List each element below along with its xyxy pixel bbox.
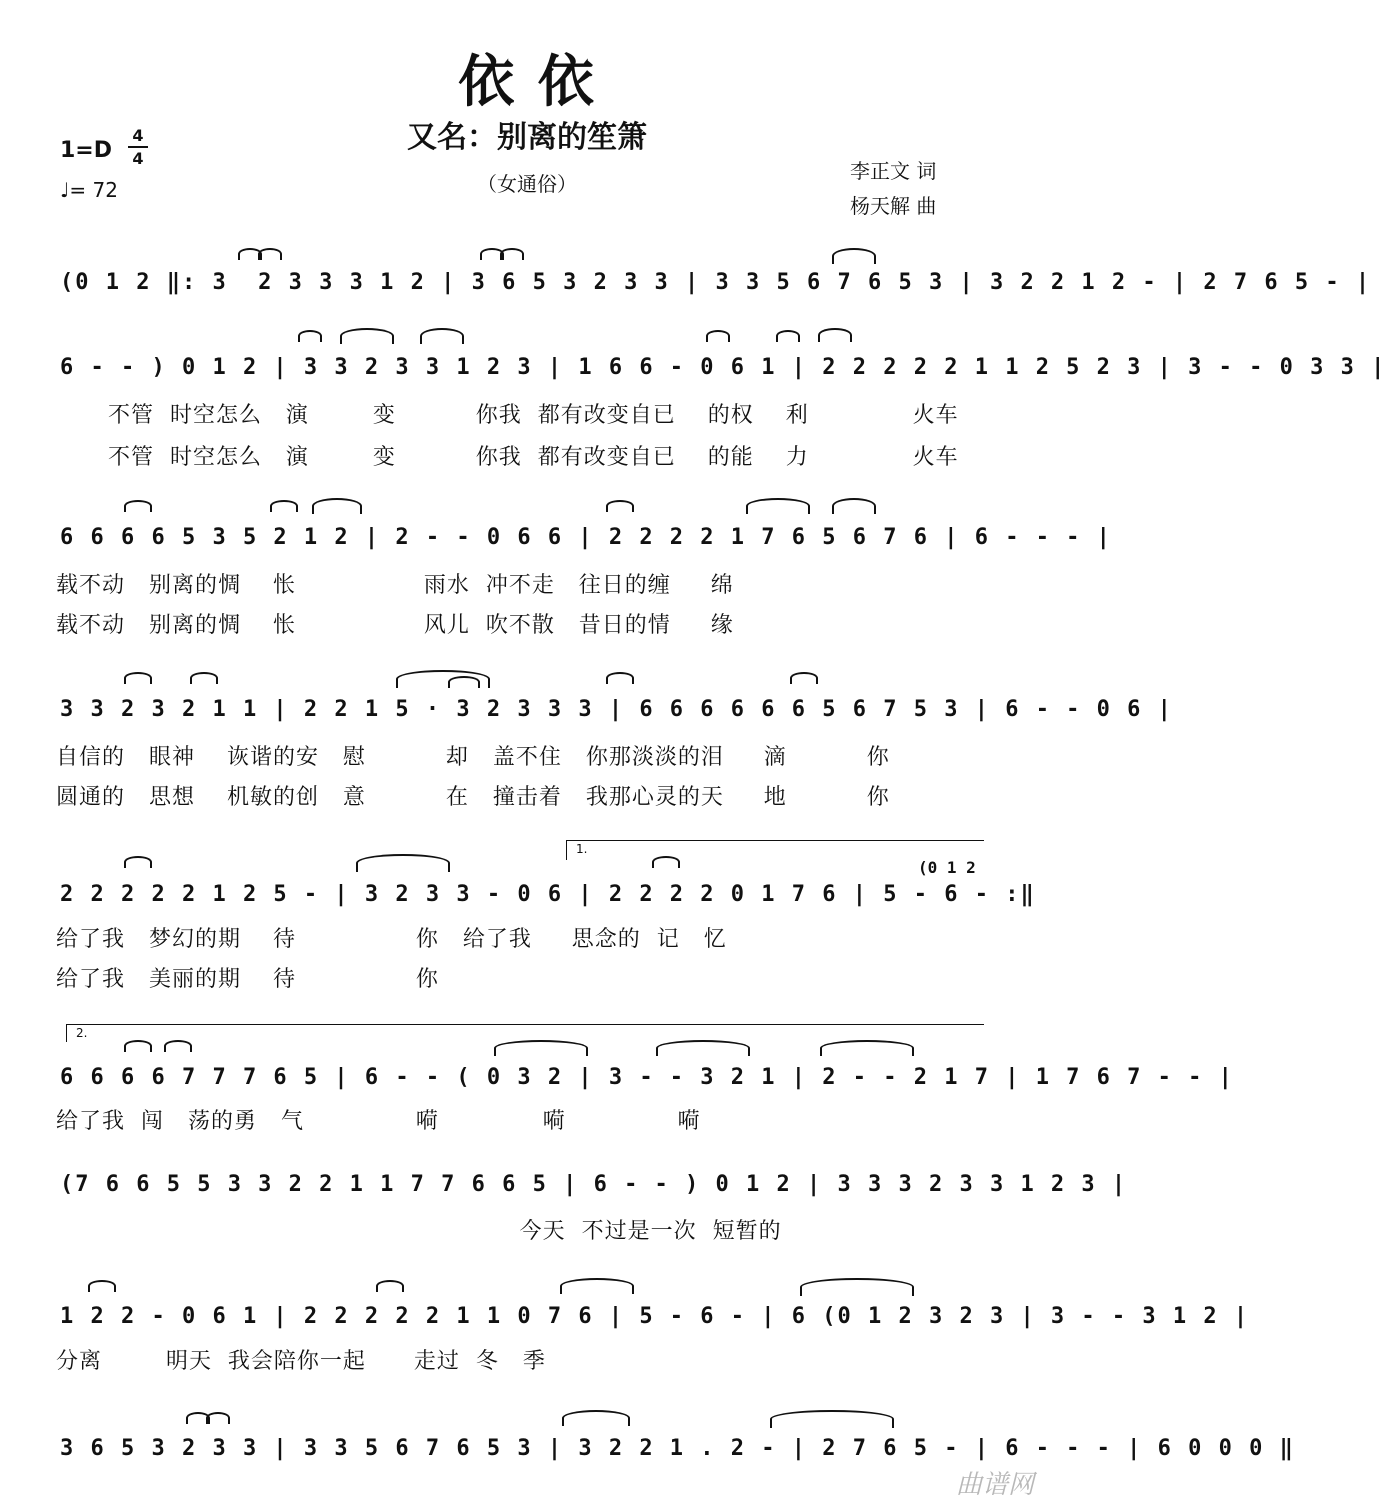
system-7-notes: (7 6 6 5 5 3 3 2 2 1 1 7 7 6 6 5 | 6 - - ) 0 1 2 | 3 3 3 2 3 3 1 2 3 | bbox=[60, 1172, 1128, 1197]
slur-arc bbox=[340, 328, 394, 344]
tie-arc bbox=[88, 1280, 116, 1292]
system-3-lyrics-verse-2: 载不动 别离的惆 怅 风儿 吹不散 昔日的情 缘 bbox=[56, 613, 734, 638]
slur-arc bbox=[562, 1410, 630, 1426]
tie-arc bbox=[124, 1040, 152, 1052]
system-2-lyrics-verse-1: 不管 时空怎么 演 变 你我 都有改变自已 的权 利 火车 bbox=[60, 403, 959, 428]
system-8-notes: 1 2 2 - 0 6 1 | 2 2 2 2 2 1 1 0 7 6 | 5 - 6 - | 6 (0 1 2 3 2 3 | 3 - - 3 1 2 | bbox=[60, 1304, 1250, 1329]
composer-credit: 杨天解 曲 bbox=[850, 194, 937, 218]
system-3-notes: 6 6 6 6 5 3 5 2 1 2 | 2 - - 0 6 6 | 2 2 2 2 1 7 6 5 6 7 6 | 6 - - - | bbox=[60, 525, 1112, 550]
system-2-notes: 6 - - ) 0 1 2 | 3 3 2 3 3 1 2 3 | 1 6 6 - 0 6 1 | 2 2 2 2 2 1 1 2 5 2 3 | 3 - - 0 3 3 | bbox=[60, 355, 1386, 380]
slur-arc bbox=[356, 854, 450, 872]
meter-bottom: 4 bbox=[132, 149, 144, 168]
system-2-lyrics-verse-2: 不管 时空怎么 演 变 你我 都有改变自已 的能 力 火车 bbox=[60, 445, 959, 470]
slur-arc bbox=[832, 248, 876, 264]
watermark-logo: 曲谱网 bbox=[955, 1470, 1034, 1500]
tie-arc bbox=[206, 1412, 230, 1424]
system-7-lyrics: 今天 不过是一次 短暂的 bbox=[56, 1219, 782, 1244]
system-5-notes: 2 2 2 2 2 1 2 5 - | 3 2 3 3 - 0 6 | 2 2 2 2 0 1 7 6 | 5 - 6 - :‖ bbox=[60, 882, 1036, 907]
slur-arc bbox=[818, 328, 852, 342]
tie-arc bbox=[124, 500, 152, 512]
first-ending-bracket bbox=[566, 840, 984, 841]
system-4-lyrics-verse-2: 圆通的 思想 机敏的创 意 在 撞击着 我那心灵的天 地 你 bbox=[56, 785, 890, 810]
tie-arc bbox=[500, 248, 524, 260]
system-3-lyrics-verse-1: 载不动 别离的惆 怅 雨水 冲不走 往日的缠 绵 bbox=[56, 573, 734, 598]
system-4-notes: 3 3 2 3 2 1 1 | 2 2 1 5 · 3 2 3 3 3 | 6 6 6 6 6 6 5 6 7 5 3 | 6 - - 0 6 | bbox=[60, 697, 1173, 722]
slur-arc bbox=[494, 1040, 588, 1056]
meter-top: 4 bbox=[132, 126, 144, 145]
slur-arc bbox=[312, 498, 362, 514]
tie-arc bbox=[190, 672, 218, 684]
tie-arc bbox=[606, 672, 634, 684]
slur-arc bbox=[746, 498, 810, 514]
second-ending-bracket bbox=[66, 1024, 984, 1025]
slur-arc bbox=[770, 1410, 894, 1428]
second-ending-bracket-edge bbox=[66, 1024, 67, 1042]
system-8-lyrics: 分离 明天 我会陪你一起 走过 冬 季 bbox=[56, 1349, 546, 1374]
second-ending-label: 2. bbox=[76, 1026, 88, 1040]
slur-arc bbox=[560, 1278, 634, 1294]
tie-arc bbox=[124, 672, 152, 684]
song-title: 依 依 bbox=[458, 50, 596, 115]
tie-arc bbox=[652, 856, 680, 868]
tempo-marking: ♩= 72 bbox=[60, 178, 118, 202]
slur-arc bbox=[820, 1040, 914, 1056]
system-9-notes: 3 6 5 3 2 3 3 | 3 3 5 6 7 6 5 3 | 3 2 2 1 . 2 - | 2 7 6 5 - | 6 - - - | 6 0 0 0 ‖ bbox=[60, 1436, 1295, 1461]
tie-arc bbox=[790, 672, 818, 684]
first-ending-label: 1. bbox=[576, 842, 588, 856]
system-6-lyrics: 给了我 闯 荡的勇 气 嗬 嗬 嗬 bbox=[56, 1109, 701, 1134]
system-4-lyrics-verse-1: 自信的 眼神 诙谐的安 慰 却 盖不住 你那淡淡的泪 滴 你 bbox=[56, 745, 890, 770]
tie-arc bbox=[606, 500, 634, 512]
tie-arc bbox=[270, 500, 298, 512]
slur-arc bbox=[832, 498, 876, 514]
slur-arc bbox=[656, 1040, 750, 1056]
system-1-notes: (0 1 2 ‖: 3 2 3 3 3 1 2 | 3 6 5 3 2 3 3 | 3 3 5 6 7 6 5 3 | 3 2 2 1 2 - | 2 7 6 5 - | bbox=[60, 270, 1372, 295]
tie-arc bbox=[124, 856, 152, 868]
key-signature: 1=D bbox=[60, 138, 113, 163]
first-ending-bracket-edge bbox=[566, 840, 567, 860]
tie-arc bbox=[298, 330, 322, 342]
tie-arc bbox=[448, 676, 480, 688]
tie-arc bbox=[376, 1280, 404, 1292]
tie-arc bbox=[164, 1040, 192, 1052]
time-signature bbox=[128, 126, 148, 169]
system-6-notes: 6 6 6 6 7 7 7 6 5 | 6 - - ( 0 3 2 | 3 - - 3 2 1 | 2 - - 2 1 7 | 1 7 6 7 - - | bbox=[60, 1065, 1234, 1090]
style-note: （女通俗） bbox=[477, 172, 577, 196]
slur-arc bbox=[800, 1278, 914, 1296]
song-subtitle: 又名：别离的笙箫 bbox=[407, 120, 647, 155]
slur-arc bbox=[420, 328, 464, 344]
tie-arc bbox=[258, 248, 282, 260]
system-5-lyrics-verse-1: 给了我 梦幻的期 待 你 给了我 思念的 记 忆 bbox=[56, 927, 727, 952]
tie-arc bbox=[706, 330, 730, 342]
tie-arc bbox=[776, 330, 800, 342]
repeat-hint: (0 1 2 bbox=[918, 858, 976, 877]
lyricist-credit: 李正文 词 bbox=[850, 159, 937, 183]
system-5-lyrics-verse-2: 给了我 美丽的期 待 你 bbox=[56, 967, 439, 992]
